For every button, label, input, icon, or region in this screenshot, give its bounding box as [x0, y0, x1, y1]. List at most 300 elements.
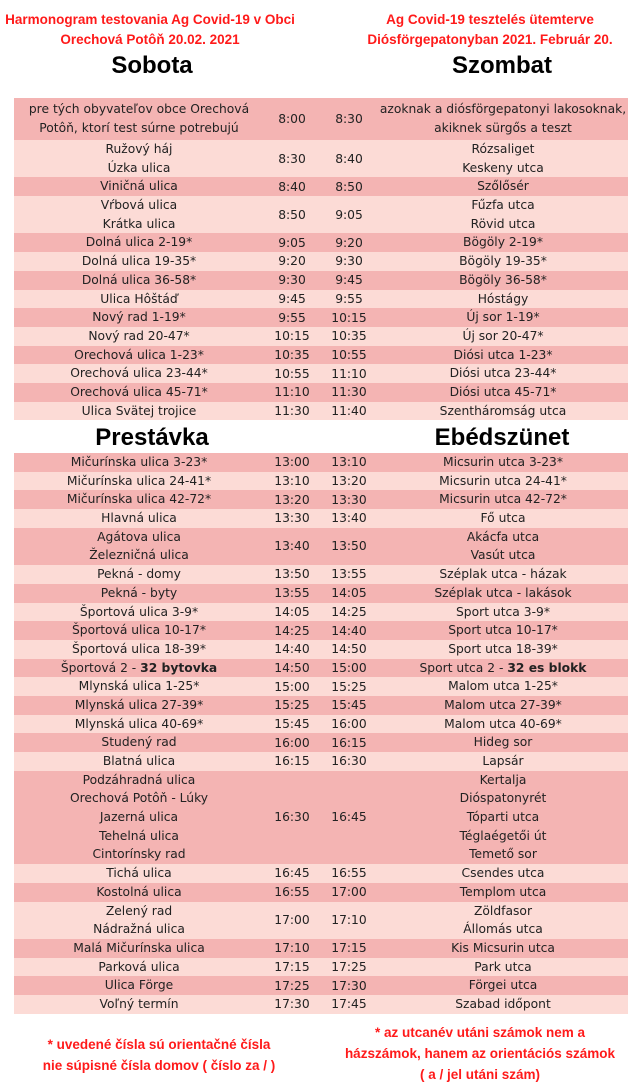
- street-line: [14, 528, 264, 547]
- street-name: Športová ulica 18-39*: [72, 641, 206, 656]
- street-name: Rózsaliget: [471, 142, 535, 156]
- table-row: [14, 290, 628, 309]
- morning-schedule-table: [14, 98, 628, 420]
- street-line: [378, 584, 628, 603]
- street-name: Kostolná ulica: [96, 884, 182, 899]
- street-slovak: [14, 383, 264, 402]
- street-line: [378, 196, 628, 215]
- street-line: [378, 640, 628, 659]
- time-end: 16:30: [331, 754, 367, 769]
- street-name: Mičurínska ulica 24-41*: [66, 473, 212, 488]
- street-line: [378, 290, 628, 309]
- street-slovak: [14, 733, 264, 752]
- street-line: [14, 509, 264, 528]
- time-end: 10:35: [331, 329, 367, 344]
- street-line: [378, 752, 628, 771]
- street-hungarian: [378, 565, 628, 584]
- street-name: Orechová Potôň - Lúky: [69, 791, 209, 806]
- street-line: [14, 233, 264, 252]
- time-start: 9:05: [278, 235, 306, 250]
- street-line: [14, 733, 264, 752]
- street-line: [378, 308, 628, 327]
- table-row: [14, 640, 628, 659]
- street-line: [14, 920, 264, 939]
- street-line: [378, 383, 628, 402]
- street-line: [14, 640, 264, 659]
- street-line: [14, 771, 264, 790]
- street-name: Mlynská ulica 40-69*: [74, 716, 204, 731]
- street-name: Viničná ulica: [100, 179, 178, 194]
- time-end: 9:20: [335, 235, 363, 250]
- time-end: 10:15: [331, 310, 367, 325]
- table-row: [14, 733, 628, 752]
- street-hungarian: [378, 752, 628, 771]
- table-row: [14, 771, 628, 864]
- street-name: Nový rad 20-47*: [88, 328, 190, 343]
- time-start: 14:05: [274, 604, 310, 619]
- street-hungarian: [378, 509, 628, 528]
- street-name: Széplak utca - lakások: [434, 585, 572, 600]
- street-name: Orechová ulica 1-23*: [74, 347, 204, 362]
- street-slovak: [14, 140, 264, 177]
- street-line: [378, 883, 628, 902]
- street-slovak: [14, 565, 264, 584]
- time-end: 14:40: [331, 623, 367, 638]
- street-name: Parková ulica: [98, 959, 180, 974]
- street-name: Akácfa utca: [466, 529, 540, 544]
- street-slovak: [14, 252, 264, 271]
- street-name: akiknek sürgős a teszt: [434, 121, 572, 135]
- street-line: [14, 196, 264, 215]
- street-line: [378, 920, 628, 939]
- table-row: [14, 140, 628, 177]
- street-name: Športová 2 -: [60, 660, 141, 675]
- street-line: [14, 159, 264, 178]
- street-name: Dolná ulica 19-35*: [81, 254, 197, 269]
- street-name: Jazerná ulica: [99, 810, 179, 825]
- street-slovak: [14, 271, 264, 290]
- time-end: 16:00: [331, 716, 367, 731]
- time-start: 16:45: [274, 866, 310, 881]
- street-line: [378, 528, 628, 547]
- table-row: [14, 715, 628, 734]
- table-row: [14, 528, 628, 565]
- street-name: azoknak a diósförgepatonyi lakosoknak,: [379, 102, 627, 116]
- street-hungarian: [378, 98, 628, 140]
- street-slovak: [14, 472, 264, 491]
- time-start: 16:30: [274, 810, 310, 825]
- street-slovak: [14, 308, 264, 327]
- note-line: házszámok, hanem az orientációs számok: [344, 1046, 616, 1061]
- time-start: 15:45: [274, 716, 310, 731]
- street-line: [378, 546, 628, 565]
- street-line: [378, 252, 628, 271]
- street-name: Blatná ulica: [102, 754, 176, 768]
- street-line: [14, 290, 264, 309]
- title-line: Ag Covid-19 tesztelés ütemterve: [386, 12, 594, 27]
- street-hungarian: [378, 715, 628, 734]
- table-row: [14, 308, 628, 327]
- time-start: 10:55: [274, 366, 310, 381]
- time-start: 16:15: [274, 754, 310, 769]
- time-start: 14:25: [274, 623, 310, 638]
- table-row: [14, 177, 628, 196]
- time-end: 14:25: [331, 604, 367, 619]
- street-name: Mlynská ulica 1-25*: [78, 679, 200, 694]
- time-end: 8:50: [335, 179, 363, 194]
- street-name: Potôň, ktorí test súrne potrebujú: [39, 121, 239, 135]
- street-name: Pekná - byty: [100, 585, 178, 600]
- time-end: 17:30: [331, 978, 367, 993]
- street-line: [14, 789, 264, 808]
- time-start: 9:30: [278, 273, 306, 288]
- street-line: [378, 364, 628, 383]
- street-hungarian: [378, 453, 628, 472]
- table-row: [14, 976, 628, 995]
- street-line: [378, 346, 628, 365]
- time-start: 9:20: [278, 254, 306, 269]
- street-name: Fő utca: [480, 511, 526, 526]
- break-heading-hungarian: Ebédszünet: [434, 424, 570, 451]
- time-end: 13:20: [331, 474, 367, 489]
- time-start: 17:10: [274, 941, 310, 956]
- table-row: [14, 233, 628, 252]
- street-name: Park utca: [474, 959, 532, 974]
- street-name: Pekná - domy: [97, 567, 181, 582]
- street-hungarian: [378, 140, 628, 177]
- street-name: Zelený rad: [105, 903, 173, 918]
- table-row: [14, 696, 628, 715]
- table-row: [14, 752, 628, 771]
- day-heading-slovak: Sobota: [111, 52, 193, 79]
- street-name: Malom utca 40-69*: [444, 716, 562, 731]
- street-name: Sport utca 3-9*: [456, 604, 550, 619]
- table-row: [14, 677, 628, 696]
- street-name: Sport utca 10-17*: [448, 623, 558, 638]
- street-slovak: [14, 346, 264, 365]
- street-line: [14, 119, 264, 138]
- time-end: 15:00: [331, 660, 367, 675]
- street-line: [378, 827, 628, 846]
- street-line: [14, 677, 264, 696]
- street-slovak: [14, 752, 264, 771]
- street-slovak: [14, 939, 264, 958]
- title-hungarian: [340, 10, 640, 50]
- street-name: Orechová ulica 23-44*: [70, 366, 208, 381]
- street-slovak: [14, 995, 264, 1014]
- table-row: [14, 252, 628, 271]
- time-end: 17:10: [331, 913, 367, 928]
- time-start: 17:25: [274, 978, 310, 993]
- time-end: 10:55: [331, 347, 367, 362]
- street-name: Športová ulica 3-9*: [79, 604, 199, 619]
- street-hungarian: [378, 621, 628, 640]
- table-row: [14, 402, 628, 421]
- street-hungarian: [378, 346, 628, 365]
- street-hungarian: [378, 864, 628, 883]
- street-hungarian: [378, 233, 628, 252]
- street-name: Hóstágy: [477, 291, 529, 306]
- time-end: 16:15: [331, 735, 367, 750]
- time-end: 13:40: [331, 511, 367, 526]
- time-start: 17:15: [274, 959, 310, 974]
- street-slovak: [14, 453, 264, 472]
- street-line: [378, 177, 628, 196]
- street-line: [14, 958, 264, 977]
- time-end: 8:40: [335, 151, 363, 166]
- street-line: [14, 308, 264, 327]
- street-name: Rövid utca: [470, 216, 536, 231]
- street-line: [378, 659, 628, 678]
- time-end: 13:30: [331, 492, 367, 507]
- street-line: [14, 902, 264, 921]
- street-line: [14, 565, 264, 584]
- street-name: Malom utca 27-39*: [444, 697, 562, 712]
- street-line: [14, 271, 264, 290]
- time-start: 13:10: [274, 474, 310, 489]
- time-start: 10:35: [274, 347, 310, 362]
- street-line: [378, 864, 628, 883]
- street-line: [14, 383, 264, 402]
- street-hungarian: [378, 271, 628, 290]
- street-name: Bögöly 19-35*: [459, 254, 547, 269]
- time-end: 9:05: [335, 207, 363, 222]
- street-line: [14, 100, 264, 119]
- street-line: [378, 509, 628, 528]
- street-name: Železničná ulica: [89, 548, 189, 563]
- time-end: 17:15: [331, 941, 367, 956]
- street-name: Szabad időpont: [455, 996, 551, 1011]
- street-line: [378, 140, 628, 159]
- table-row: [14, 883, 628, 902]
- time-end: 8:30: [335, 112, 363, 126]
- street-line: [14, 752, 264, 771]
- footnote-slovak: [14, 1034, 304, 1076]
- time-start: 16:55: [274, 885, 310, 900]
- street-line: [378, 402, 628, 421]
- street-name: Sport utca 2 -: [419, 660, 508, 675]
- street-name: Agátova ulica: [97, 529, 181, 544]
- street-name: Temető sor: [469, 847, 537, 862]
- street-line: [378, 696, 628, 715]
- street-line: [14, 715, 264, 734]
- street-name: Zöldfasor: [473, 903, 533, 918]
- street-slovak: [14, 402, 264, 421]
- street-line: [378, 845, 628, 864]
- time-end: 15:25: [331, 679, 367, 694]
- street-line: [14, 364, 264, 383]
- table-row: [14, 196, 628, 233]
- street-line: [14, 546, 264, 565]
- time-end: 11:10: [331, 366, 367, 381]
- table-row: [14, 584, 628, 603]
- street-line: [14, 808, 264, 827]
- street-name: Keskeny utca: [462, 160, 544, 175]
- street-name-bold: 32 bytovka: [140, 660, 218, 675]
- street-hungarian: [378, 696, 628, 715]
- note-line: nie súpisné čísla domov ( číslo za / ): [42, 1058, 276, 1073]
- table-row: [14, 509, 628, 528]
- time-end: 11:30: [331, 385, 367, 400]
- street-line: [14, 346, 264, 365]
- street-line: [14, 659, 264, 678]
- street-hungarian: [378, 528, 628, 565]
- time-start: 13:55: [274, 586, 310, 601]
- title-line: Diósförgepatonyban 2021. Február 20.: [367, 32, 613, 47]
- street-line: [14, 976, 264, 995]
- title-line: Orechová Potôň 20.02. 2021: [60, 32, 240, 47]
- street-slovak: [14, 902, 264, 939]
- time-start: 8:50: [278, 207, 306, 222]
- street-line: [378, 976, 628, 995]
- street-line: [14, 327, 264, 346]
- street-name: Új sor 1-19*: [466, 310, 540, 325]
- time-start: 16:00: [274, 735, 310, 750]
- time-start: 17:30: [274, 997, 310, 1012]
- street-line: [378, 995, 628, 1014]
- time-end: 17:00: [331, 885, 367, 900]
- street-line: [14, 402, 264, 421]
- footnote-hungarian: [320, 1022, 640, 1085]
- street-line: [378, 715, 628, 734]
- street-slovak: [14, 976, 264, 995]
- street-hungarian: [378, 308, 628, 327]
- table-row: [14, 271, 628, 290]
- table-row: [14, 995, 628, 1014]
- street-name: Templom utca: [459, 884, 547, 899]
- street-name: Dolná ulica 2-19*: [85, 235, 193, 250]
- time-end: 16:55: [331, 866, 367, 881]
- street-hungarian: [378, 958, 628, 977]
- street-name: Tóparti utca: [466, 810, 540, 825]
- street-slovak: [14, 528, 264, 565]
- street-line: [14, 215, 264, 234]
- time-start: 14:40: [274, 642, 310, 657]
- street-hungarian: [378, 364, 628, 383]
- street-name: Lapsár: [482, 754, 524, 768]
- street-line: [378, 233, 628, 252]
- street-line: [378, 603, 628, 622]
- table-row: [14, 621, 628, 640]
- table-row: [14, 453, 628, 472]
- street-line: [14, 827, 264, 846]
- street-name: Bögöly 36-58*: [459, 272, 547, 287]
- street-line: [14, 252, 264, 271]
- street-slovak: [14, 327, 264, 346]
- street-line: [14, 845, 264, 864]
- street-slovak: [14, 196, 264, 233]
- table-row: [14, 383, 628, 402]
- street-name: Dióspatonyrét: [459, 791, 547, 806]
- time-end: 17:25: [331, 959, 367, 974]
- street-name: Orechová ulica 45-71*: [70, 384, 208, 399]
- street-name: Szőlősér: [477, 179, 529, 194]
- street-hungarian: [378, 659, 628, 678]
- time-end: 13:50: [331, 539, 367, 554]
- street-hungarian: [378, 472, 628, 491]
- table-row: [14, 939, 628, 958]
- street-name: Hlavná ulica: [101, 511, 177, 526]
- street-slovak: [14, 364, 264, 383]
- street-name: Diósi utca 45-71*: [449, 384, 557, 399]
- street-name: Széplak utca - házak: [439, 567, 567, 582]
- time-end: 15:45: [331, 698, 367, 713]
- street-name: Micsurin utca 24-41*: [439, 473, 567, 488]
- street-line: [14, 883, 264, 902]
- street-hungarian: [378, 196, 628, 233]
- street-line: [378, 271, 628, 290]
- street-hungarian: [378, 976, 628, 995]
- time-start: 10:15: [274, 329, 310, 344]
- table-row: [14, 958, 628, 977]
- street-slovak: [14, 864, 264, 883]
- street-slovak: [14, 177, 264, 196]
- time-end: 14:50: [331, 642, 367, 657]
- street-name: Studený rad: [101, 735, 177, 750]
- street-name: Förgei utca: [468, 978, 538, 993]
- time-start: 13:20: [274, 492, 310, 507]
- street-line: [378, 808, 628, 827]
- street-name: Podzáhradná ulica: [82, 772, 196, 787]
- time-end: 17:45: [331, 997, 367, 1012]
- street-name: Cintorínsky rad: [92, 847, 186, 862]
- street-line: [14, 453, 264, 472]
- table-row: [14, 565, 628, 584]
- time-end: 9:45: [335, 273, 363, 288]
- street-name: Micsurin utca 3-23*: [442, 455, 564, 469]
- street-slovak: [14, 958, 264, 977]
- street-slovak: [14, 233, 264, 252]
- street-slovak: [14, 715, 264, 734]
- street-slovak: [14, 677, 264, 696]
- street-hungarian: [378, 902, 628, 939]
- table-row: [14, 864, 628, 883]
- time-start: 11:30: [274, 403, 310, 418]
- table-row: [14, 603, 628, 622]
- street-line: [378, 490, 628, 509]
- time-end: 9:30: [335, 254, 363, 269]
- street-line: [378, 733, 628, 752]
- street-line: [378, 159, 628, 178]
- street-slovak: [14, 696, 264, 715]
- table-row: [14, 346, 628, 365]
- street-line: [14, 995, 264, 1014]
- table-row: [14, 98, 628, 140]
- time-start: 13:30: [274, 511, 310, 526]
- street-line: [14, 472, 264, 491]
- street-hungarian: [378, 490, 628, 509]
- street-name: Mičurínska ulica 3-23*: [70, 455, 208, 469]
- street-slovak: [14, 621, 264, 640]
- street-name: Téglaégetői út: [459, 828, 547, 843]
- time-end: 11:40: [331, 403, 367, 418]
- note-line: * uvedené čísla sú orientačné čísla: [47, 1037, 271, 1052]
- time-start: 8:00: [278, 112, 306, 126]
- street-hungarian: [378, 327, 628, 346]
- street-name: pre tých obyvateľov obce Orechová: [28, 102, 250, 116]
- time-start: 11:10: [274, 385, 310, 400]
- street-name: Bögöly 2-19*: [463, 235, 543, 250]
- table-row: [14, 902, 628, 939]
- time-start: 8:40: [278, 179, 306, 194]
- street-line: [378, 789, 628, 808]
- street-name: Mičurínska ulica 42-72*: [66, 492, 212, 507]
- street-slovak: [14, 98, 264, 140]
- street-hungarian: [378, 640, 628, 659]
- table-row: [14, 472, 628, 491]
- time-end: 14:05: [331, 586, 367, 601]
- time-start: 8:30: [278, 151, 306, 166]
